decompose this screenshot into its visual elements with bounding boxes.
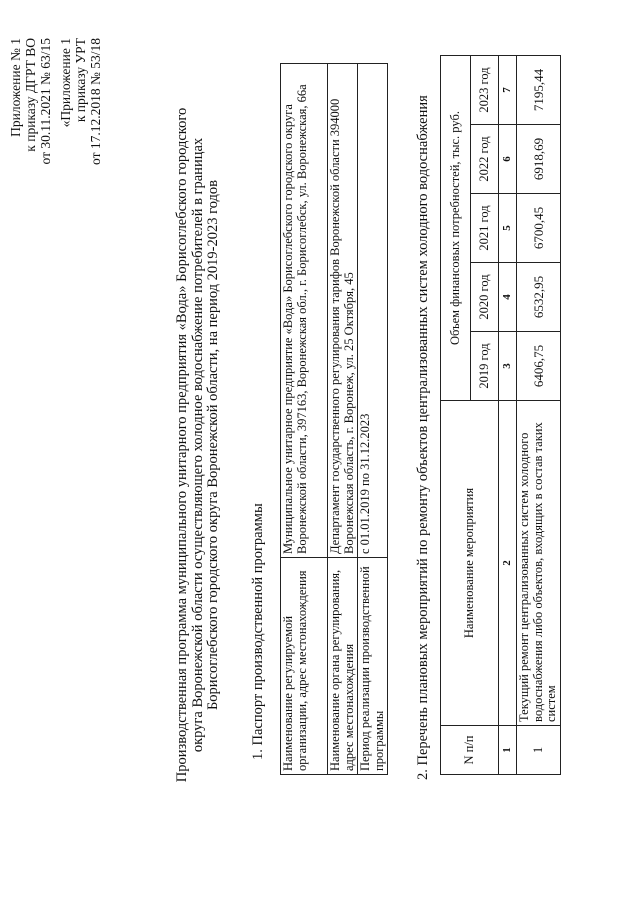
passport-label: Период реализации производственной программы bbox=[358, 558, 388, 775]
index-cell: 3 bbox=[499, 332, 517, 401]
table-header-row bbox=[441, 56, 471, 775]
index-cell: 1 bbox=[499, 726, 517, 775]
section2-heading: 2. Перечень плановых мероприятий по ремонту объектов централизованных систем холодного водоснабжения bbox=[415, 95, 431, 780]
annex-line: к приказу УРТ bbox=[73, 38, 88, 123]
passport-label: Наименование регулируемой организации, адрес местонахождения bbox=[281, 558, 328, 775]
index-cell: 2 bbox=[499, 401, 517, 726]
year-header: 2020 год bbox=[471, 263, 499, 332]
table-row bbox=[358, 64, 388, 775]
col-header-num: N п/п bbox=[441, 726, 499, 775]
passport-label: Наименование органа регулирования, адрес местонахождения bbox=[328, 558, 358, 775]
col-header-name: Наименование мероприятия bbox=[441, 401, 499, 726]
title-line: округа Воронежской области осуществляющего холодное водоснабжение потребителей в границах bbox=[189, 137, 206, 753]
table-row bbox=[328, 64, 358, 775]
section1-heading: 1. Паспорт производственной программы bbox=[250, 503, 266, 760]
row-number: 1 bbox=[517, 726, 561, 775]
passport-value: Муниципальное унитарное предприятие «Вода» Борисоглебского городского округа Воронежской области, 397163, Воронежская обл., г. Борисоглебск, ул. Воронежская, 66а bbox=[281, 64, 328, 558]
value-cell: 7195,44 bbox=[517, 56, 561, 125]
annex-line: «Приложение 1 bbox=[58, 38, 73, 128]
value-cell: 6918,69 bbox=[517, 125, 561, 194]
value-cell: 6406,75 bbox=[517, 332, 561, 401]
value-cell: 6700,45 bbox=[517, 194, 561, 263]
passport-value: с 01.01.2019 по 31.12.2023 bbox=[358, 64, 388, 558]
annex-line: от 30.11.2021 № 63/15 bbox=[38, 38, 53, 165]
title-line: Производственная программа муниципального унитарного предприятия «Вода» Борисоглебского городского bbox=[174, 107, 190, 783]
index-cell: 4 bbox=[499, 263, 517, 332]
year-header: 2021 год bbox=[471, 194, 499, 263]
table-row bbox=[517, 56, 561, 775]
repair-plan-table bbox=[440, 55, 561, 775]
year-header: 2023 год bbox=[471, 56, 499, 125]
title-line: Борисоглебского городского округа Воронежской области, на период 2019-2023 годов bbox=[205, 179, 222, 711]
table-index-row bbox=[499, 56, 517, 775]
index-cell: 5 bbox=[499, 194, 517, 263]
annex-note-2 bbox=[58, 38, 103, 338]
annex-note-1 bbox=[8, 38, 53, 338]
annex-line: Приложение № 1 bbox=[8, 38, 23, 137]
index-cell: 7 bbox=[499, 56, 517, 125]
col-header-finance: Объем финансовых потребностей, тыс. руб. bbox=[441, 56, 471, 401]
table-row bbox=[281, 64, 328, 775]
annex-line: от 17.12.2018 № 53/18 bbox=[88, 38, 103, 165]
index-cell: 6 bbox=[499, 125, 517, 194]
document-title bbox=[175, 45, 222, 845]
value-cell: 6532,95 bbox=[517, 263, 561, 332]
year-header: 2022 год bbox=[471, 125, 499, 194]
year-header: 2019 год bbox=[471, 332, 499, 401]
passport-value: Департамент государственного регулирования тарифов Воронежской области 394000 Воронежская область, г. Воронеж, ул. 25 Октября, 45 bbox=[328, 64, 358, 558]
passport-table bbox=[280, 63, 388, 775]
annex-line: к приказу ДГРТ ВО bbox=[23, 38, 38, 152]
activity-name: Текущий ремонт централизованных систем холодного водоснабжения либо объектов, входящих в состав таких систем bbox=[517, 401, 561, 726]
